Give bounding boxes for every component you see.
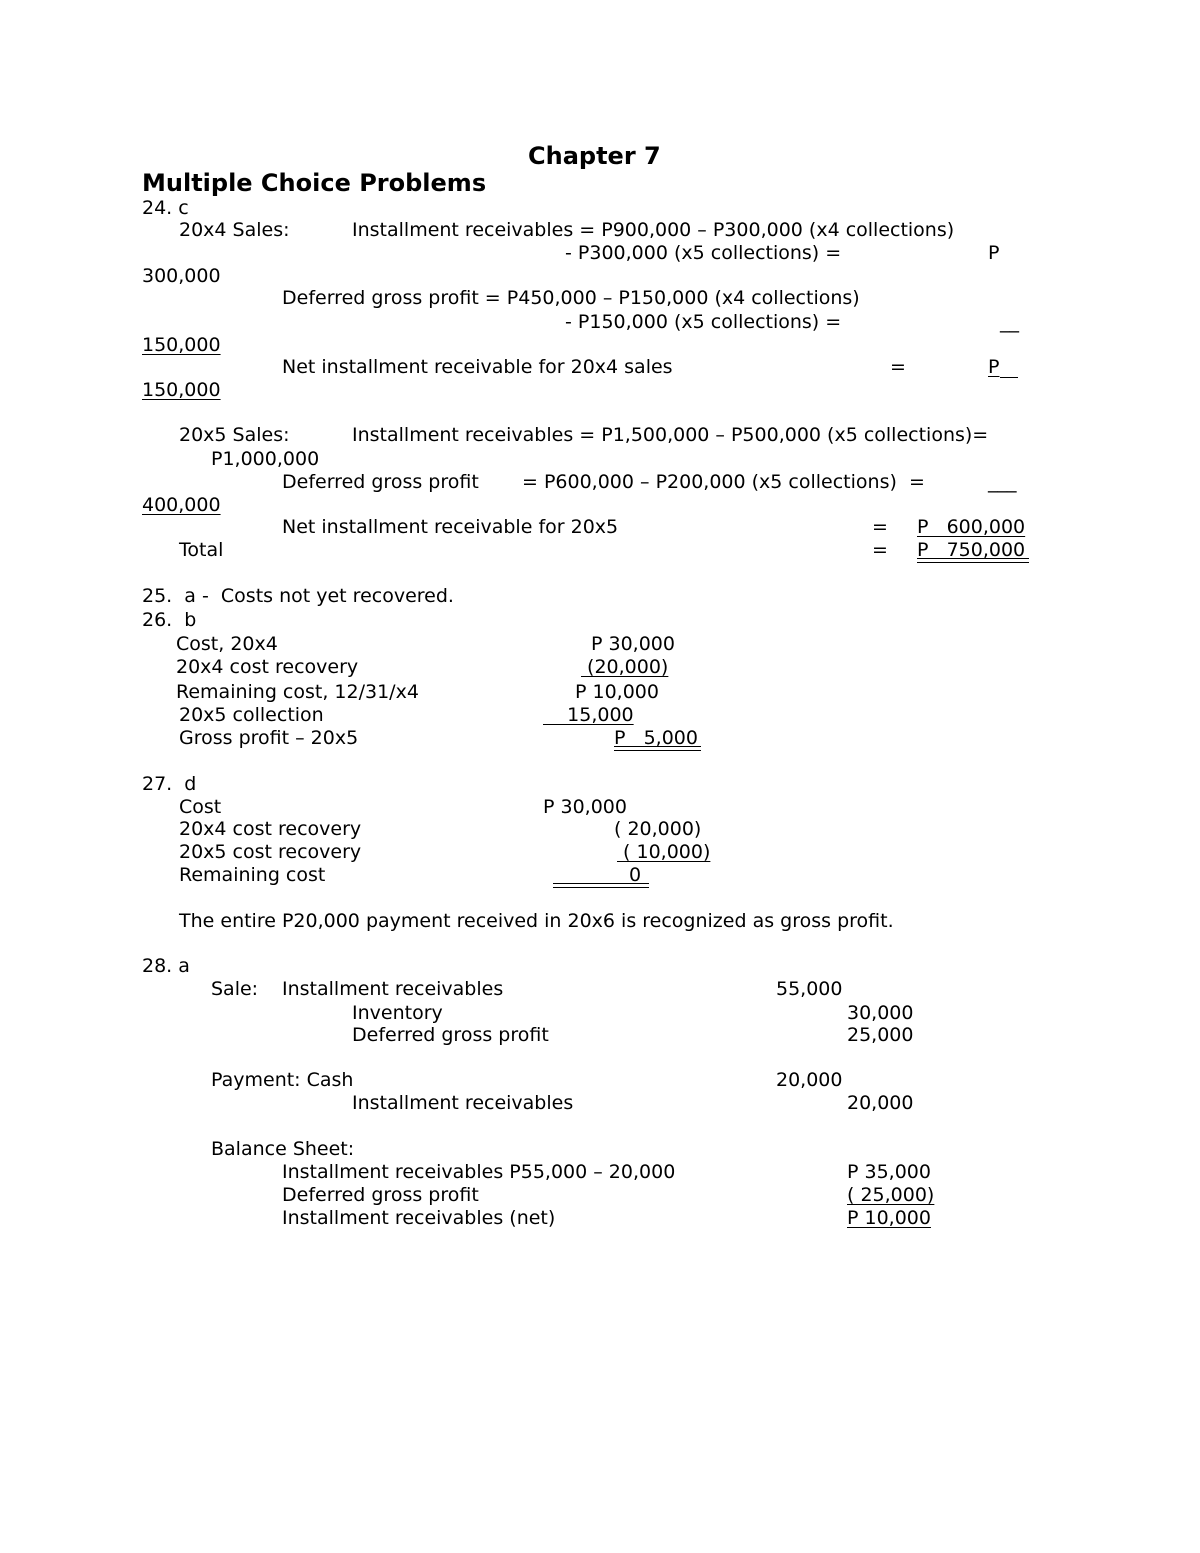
q27-row-label: 20x5 cost recovery <box>179 841 362 863</box>
q27-row-label: 20x4 cost recovery <box>179 818 362 840</box>
q24-net-20x4-label: Net installment receivable for 20x4 sales <box>282 356 673 378</box>
q24-dgp-line1: Deferred gross profit = P450,000 – P150,000 (x4 collections) <box>282 287 860 309</box>
q26-row-value: (20,000) <box>581 656 669 678</box>
q28-sale-label: Sale: <box>211 978 259 1000</box>
q24-20x5-receivables-line1: Installment receivables = P1,500,000 – P500,000 (x5 collections)= <box>352 424 989 446</box>
q24-20x5-sales-label: 20x5 Sales: <box>179 424 290 446</box>
q27-row-value: P 30,000 <box>543 796 627 818</box>
q28-sale-debit-amount: 55,000 <box>776 978 843 1000</box>
q28-bs-row2: Deferred gross profit <box>282 1184 479 1206</box>
q26-row-value: P 10,000 <box>575 681 659 703</box>
q28-bs-row3: Installment receivables (net) <box>282 1207 556 1229</box>
q28-payment-debit: Payment: Cash <box>211 1069 354 1091</box>
q24-20x4-sales-label: 20x4 Sales: <box>179 219 290 241</box>
q24-net-20x4-currency: P <box>988 356 1000 378</box>
q28-bs-row1-amount: P 35,000 <box>847 1161 931 1183</box>
q24-net-20x5-amount: P 600,000 <box>917 516 1026 538</box>
q28-balance-sheet-label: Balance Sheet: <box>211 1138 355 1160</box>
q24-net-20x5-equals: = <box>872 516 888 538</box>
q26-row-label: 20x4 cost recovery <box>176 656 359 678</box>
q24-label: 24. c <box>142 197 189 219</box>
q28-sale-credit2-amount: 25,000 <box>847 1024 914 1046</box>
q25-answer: 25. a - Costs not yet recovered. <box>142 585 454 607</box>
q24-dgp5-blank: ___ <box>988 471 1017 493</box>
q24-net-20x5-label: Net installment receivable for 20x5 <box>282 516 619 538</box>
q27-remaining-double-underline <box>553 883 649 888</box>
q24-dgp5-expression: = P600,000 – P200,000 (x5 collections) = <box>522 471 925 493</box>
q27-label: 27. d <box>142 773 197 795</box>
q28-bs-row1: Installment receivables P55,000 – 20,000 <box>282 1161 676 1183</box>
q24-20x4-receivables-currency: P <box>988 242 1000 264</box>
q28-payment-debit-amount: 20,000 <box>776 1069 843 1091</box>
section-heading: Multiple Choice Problems <box>142 169 487 197</box>
q28-bs-row3-amount: P 10,000 <box>847 1207 931 1229</box>
q24-dgp5-amount: 400,000 <box>142 494 221 516</box>
q24-20x5-receivables-amount: P1,000,000 <box>211 448 320 470</box>
q26-row-label: Gross profit – 20x5 <box>179 727 359 749</box>
q24-total-label: Total <box>179 539 224 561</box>
q27-row-label: Cost <box>179 796 222 818</box>
q24-dgp-line2: - P150,000 (x5 collections) = <box>565 311 842 333</box>
q27-note: The entire P20,000 payment received in 20x6 is recognized as gross profit. <box>179 910 894 932</box>
q28-bs-row2-amount: ( 25,000) <box>847 1184 935 1206</box>
chapter-title: Chapter 7 <box>528 142 661 170</box>
q24-20x4-receivables-line2: - P300,000 (x5 collections) = <box>565 242 842 264</box>
q26-row-label: 20x5 collection <box>179 704 324 726</box>
q24-net-20x4-underline <box>1000 377 1018 378</box>
q27-row-value: ( 20,000) <box>614 818 702 840</box>
q27-row-label: Remaining cost <box>179 864 326 886</box>
q24-dgp-amount: 150,000 <box>142 334 221 356</box>
q26-label: 26. b <box>142 609 197 631</box>
q26-row-value: 15,000 <box>543 704 634 726</box>
q26-row-value: P 5,000 <box>614 727 698 749</box>
q24-20x4-receivables-amount: 300,000 <box>142 265 221 287</box>
q28-sale-credit2: Deferred gross profit <box>352 1024 549 1046</box>
q26-row-label: Cost, 20x4 <box>176 633 278 655</box>
q27-row-value: 0 <box>629 864 642 886</box>
q24-dgp-blank: __ <box>1000 311 1019 333</box>
q24-total-amount: P 750,000 <box>917 539 1026 561</box>
q28-payment-credit-amount: 20,000 <box>847 1092 914 1114</box>
q24-net-20x4-equals: = <box>890 356 906 378</box>
q26-row-label: Remaining cost, 12/31/x4 <box>176 681 419 703</box>
q24-dgp5-label: Deferred gross profit <box>282 471 479 493</box>
q28-sale-debit: Installment receivables <box>282 978 504 1000</box>
q28-sale-credit1-amount: 30,000 <box>847 1002 914 1024</box>
q27-row-value: ( 10,000) <box>617 841 711 863</box>
q28-payment-credit: Installment receivables <box>352 1092 574 1114</box>
q28-sale-credit1: Inventory <box>352 1002 443 1024</box>
q24-net-20x4-amount: 150,000 <box>142 379 221 401</box>
q24-total-double-underline <box>917 558 1029 563</box>
q24-total-equals: = <box>872 539 888 561</box>
q26-gross-profit-double-underline <box>614 746 701 751</box>
q28-label: 28. a <box>142 955 190 977</box>
q26-row-value: P 30,000 <box>591 633 675 655</box>
q24-20x4-receivables-line1: Installment receivables = P900,000 – P300,000 (x4 collections) <box>352 219 955 241</box>
